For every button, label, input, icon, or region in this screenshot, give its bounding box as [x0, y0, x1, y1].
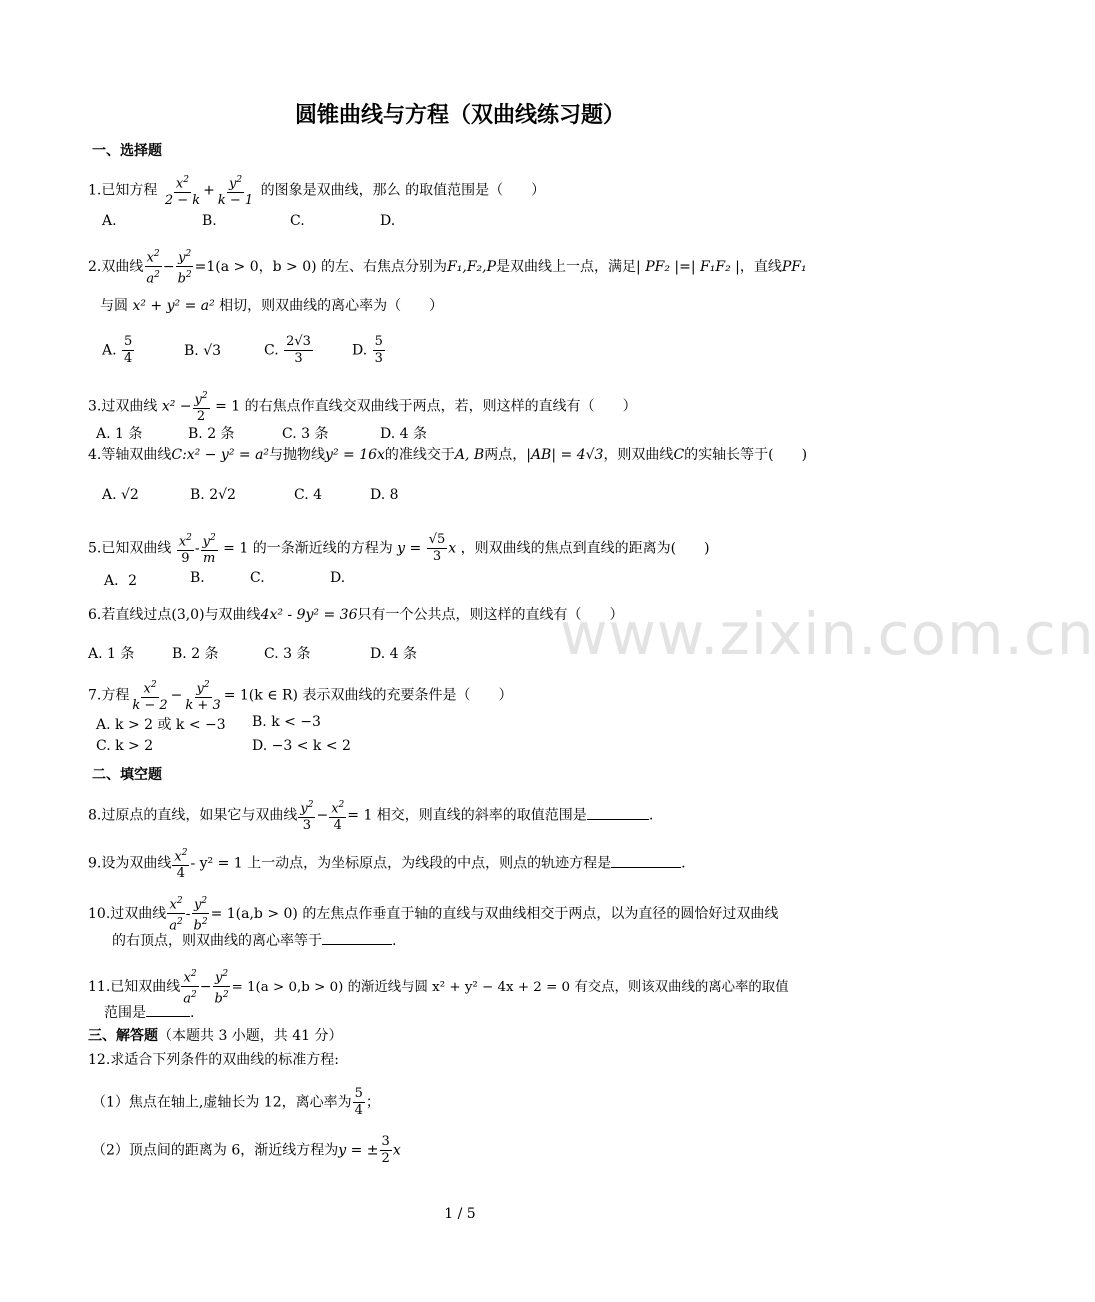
q8-prefix: 8.过原点的直线，如果它与双曲线 [88, 807, 298, 824]
question-2: 2.双曲线 $\frac{x^2}{a^2}$ − $\frac{y^2}{b^2}$ =1(a > 0，b > 0) 的左、右焦点分别为F₁,F₂,P是双曲线上一点，满足| PF₂ |=| F₁F₂ |，直线PF₁ [88, 246, 807, 288]
q2-option-c [264, 334, 314, 367]
q2-option-c-label: C. [264, 342, 279, 359]
q6-option-b: B. 2 条 [172, 646, 219, 662]
q6-point: (3,0) [171, 607, 205, 623]
q4-points: A, B [454, 447, 485, 463]
q11-fraction-1: $\frac{x^2}{a^2}$ [181, 966, 199, 1008]
q3-prefix: 3.过双曲线 [88, 398, 158, 415]
q10-end: . [392, 933, 397, 949]
q10-fraction-2: $\frac{y^2}{b^2}$ [192, 893, 210, 935]
question-10-line-2 [112, 930, 396, 951]
q5-prefix: 5.已知双曲线 [88, 540, 172, 557]
q6-prefix: 6.若直线过点 [88, 607, 172, 623]
q12-p2-fraction: $\frac{3}{2}$ [381, 1134, 390, 1166]
q2-foci: F₁,F₂,P [447, 258, 497, 275]
q8-answer-blank[interactable] [587, 805, 649, 820]
q9-suffix: - y² = 1 上一动点，为坐标原点，为线段的中点，则点的轨迹方程是 [190, 855, 612, 872]
q4-hyperbola-equation: C:x² − y² = a² [171, 447, 270, 463]
question-12: 12.求适合下列条件的双曲线的标准方程: [88, 1052, 339, 1068]
q12-p1-text: （1）焦点在轴上,虚轴长为 12，离心率为 [92, 1094, 352, 1111]
q9-prefix: 9.设为双曲线 [88, 855, 172, 872]
q7-prefix: 7.方程 [88, 687, 130, 704]
question-11-line-2 [104, 1002, 194, 1023]
q8-fraction-1: $\frac{y^2}{3}$ [298, 797, 315, 834]
question-6 [88, 605, 623, 625]
q2-line-pf1: PF₁ [781, 258, 807, 275]
q2-fraction-2: $\frac{y^2}{b^2}$ [176, 246, 194, 288]
q1-option-a: A. [102, 213, 117, 229]
q3-option-b: B. 2 条 [188, 426, 235, 442]
q2-option-c-value: $\frac{2√3}{3}$ [286, 334, 311, 366]
q2-option-a-label: A. [102, 342, 117, 359]
question-11: 11.已知双曲线 $\frac{x^2}{a^2}$ − $\frac{y^2}{b^2}$ = 1(a > 0,b > 0) 的渐近线与圆 x² + y² − 4x + 2 = 0 有交点，则该双曲线的离心率的取值 [88, 966, 789, 1008]
q12-p1-fraction: $\frac{5}{4}$ [354, 1086, 363, 1118]
q9-end: . [681, 855, 686, 872]
q6-suffix: 只有一个公共点，则这样的直线有（ ） [357, 607, 624, 623]
watermark: www.zixin.com.cn [560, 600, 1095, 668]
section-3-title: 三、解答题 [88, 1028, 158, 1044]
question-12-part-2: （2）顶点间的距离为 6，渐近线方程为y = ± $\frac{3}{2}$ x [92, 1134, 401, 1166]
q10-prefix: 10.过双曲线 [88, 905, 167, 922]
q5-asymptote: y = [397, 540, 422, 557]
question-2-line-2 [100, 296, 443, 316]
q1-option-c: C. [290, 213, 305, 229]
question-1: 1.已知方程 $\frac{x^2}{2 - k}$ + $\frac{y^2}{k - 1}$ 的图象是双曲线，那么 的取值范围是（ ） [88, 172, 545, 209]
q2-condition: =1(a > 0，b > 0) 的左、右焦点分别为 [194, 258, 448, 275]
q11-answer-blank[interactable] [146, 1002, 190, 1017]
question-10: 10.过双曲线 $\frac{x^2}{a^2}$ - $\frac{y^2}{b^2}$ = 1(a,b > 0) 的左焦点作垂直于轴的直线与双曲线相交于两点，以为直径的圆恰好过双曲线 [88, 893, 778, 935]
q3-option-a: A. 1 条 [96, 426, 143, 442]
q4-c: C [673, 447, 685, 463]
q12-p1-end: ； [365, 1094, 380, 1111]
q4-option-c: C. 4 [294, 487, 323, 503]
q2-option-b-label: B. [184, 343, 199, 359]
q4-parabola-equation: y² = 16x [325, 447, 385, 463]
q9-fraction: $\frac{x^2}{4}$ [172, 845, 189, 882]
q4-option-d: D. 8 [370, 487, 399, 503]
q5-option-a: A．2 [104, 573, 138, 589]
q2-option-a-value: $\frac{5}{4}$ [124, 334, 133, 366]
q1-option-d: D. [380, 213, 396, 229]
q4-text-3: 两点， [484, 447, 527, 463]
q3-fraction: $\frac{y^2}{2}$ [193, 388, 210, 425]
q1-fraction-1: $\frac{x^2}{2 - k}$ [163, 172, 202, 209]
q5-option-b: B. [190, 570, 205, 586]
q8-suffix: = 1 相交，则直线的斜率的取值范围是 [347, 807, 587, 824]
page-title: 圆锥曲线与方程（双曲线练习题） [294, 103, 625, 128]
q3-option-d: D. 4 条 [380, 426, 427, 442]
q2-line2-prefix: 与圆 [100, 298, 128, 314]
question-4 [88, 445, 807, 465]
q3-equation: x² − [161, 398, 192, 415]
q1-prefix: 1.已知方程 [88, 182, 158, 199]
q2-option-d-label: D. [352, 342, 368, 359]
q11-suffix: = 1(a > 0,b > 0) 的渐近线与圆 x² + y² − 4x + 2 = 0 有交点，则该双曲线的离心率的取值 [231, 979, 789, 995]
q4-text-4: ，则双曲线 [603, 447, 674, 463]
q5-option-c: C. [250, 570, 265, 586]
q2-option-b [184, 343, 221, 359]
q4-prefix: 4.等轴双曲线 [88, 447, 172, 463]
q4-suffix: 的实轴长等于( ) [684, 447, 808, 463]
q7-option-c: C. k > 2 [96, 738, 154, 754]
q2-fraction-1: $\frac{x^2}{a^2}$ [144, 246, 162, 288]
q11-fraction-2: $\frac{y^2}{b^2}$ [213, 966, 231, 1008]
q12-p2-equation: y = ± [338, 1142, 379, 1159]
q10-answer-blank[interactable] [322, 930, 392, 945]
q10-line2: 的右顶点，则双曲线的离心率等于 [112, 933, 322, 949]
q2-prefix: 2.双曲线 [88, 258, 144, 275]
q4-text-1: 与抛物线 [269, 447, 326, 463]
q8-fraction-2: $\frac{x^2}{4}$ [329, 797, 346, 834]
q2-option-d [352, 334, 386, 367]
question-8: 8.过原点的直线，如果它与双曲线 $\frac{y^2}{3}$ − $\frac{x^2}{4}$ = 1 相交，则直线的斜率的取值范围是 . [88, 797, 653, 834]
q7-fraction-1: $\frac{x^2}{k - 2}$ [130, 677, 169, 714]
q3-suffix: = 1 的右焦点作直线交双曲线于两点，若，则这样的直线有（ ） [215, 398, 637, 415]
question-7: 7.方程 $\frac{x^2}{k - 2}$ − $\frac{y^2}{k + 3}$ = 1(k ∈ R) 表示双曲线的充要条件是（ ） [88, 677, 512, 714]
q1-option-b: B. [202, 213, 217, 229]
q11-end: . [190, 1005, 195, 1021]
q5-option-d: D. [330, 570, 346, 586]
q2-line2-suffix: 相切，则双曲线的离心率为（ ） [219, 298, 444, 314]
q5-text-1: = 1 的一条渐近线的方程为 [223, 540, 393, 557]
q2-option-b-value: √3 [203, 343, 222, 359]
q6-option-d: D. 4 条 [370, 646, 417, 662]
q7-option-d: D. −3 < k < 2 [252, 738, 351, 754]
question-3 [88, 388, 637, 425]
q1-suffix: 的图象是双曲线，那么 的取值范围是（ ） [260, 182, 546, 199]
q7-option-b: B. k < −3 [252, 714, 321, 730]
q11-prefix: 11.已知双曲线 [88, 978, 181, 995]
q2-text-2: 是双曲线上一点，满足 [496, 258, 637, 275]
q7-fraction-2: $\frac{y^2}{k + 3}$ [183, 677, 222, 714]
q4-ab-length: |AB| = 4√3 [526, 447, 604, 463]
q12-p2-text: （2）顶点间的距离为 6，渐近线方程为 [92, 1142, 339, 1159]
section-heading-solve [88, 1026, 343, 1046]
q5-fraction-2: $\frac{y^2}{m}$ [201, 530, 218, 567]
q3-option-c: C. 3 条 [282, 426, 329, 442]
q5-fraction-1: $\frac{x^2}{9}$ [177, 530, 194, 567]
q5-suffix: ，则双曲线的焦点到直线的距离为( ) [460, 540, 710, 557]
q2-equation: | PF₂ |=| F₁F₂ | [636, 258, 740, 275]
q4-text-2: 的准线交于 [384, 447, 455, 463]
q6-text-1: 与双曲线 [204, 607, 261, 623]
section-heading-fill: 二、填空题 [92, 767, 162, 783]
q6-option-a: A. 1 条 [88, 646, 135, 662]
q10-suffix: = 1(a,b > 0) 的左焦点作垂直于轴的直线与双曲线相交于两点，以为直径的圆恰好过双曲线 [210, 905, 779, 922]
q1-fraction-2: $\frac{y^2}{k - 1}$ [216, 172, 255, 209]
q7-suffix: = 1(k ∈ R) 表示双曲线的充要条件是（ ） [223, 687, 513, 704]
q2-circle-equation: x² + y² = a² [132, 298, 215, 314]
q4-option-a: A. √2 [102, 487, 139, 503]
q2-text-3: ，直线 [739, 258, 782, 275]
question-9 [88, 845, 686, 882]
q10-fraction-1: $\frac{x^2}{a^2}$ [167, 893, 185, 935]
q6-option-c: C. 3 条 [264, 646, 311, 662]
q4-option-b: B. 2√2 [190, 487, 236, 503]
q2-option-d-value: $\frac{5}{3}$ [374, 334, 383, 366]
page-number: 1 / 5 [444, 1206, 476, 1222]
q2-option-a [102, 334, 135, 367]
question-12-part-1 [92, 1086, 380, 1119]
section-heading-choice: 一、选择题 [92, 143, 162, 159]
q9-answer-blank[interactable] [611, 853, 681, 868]
q11-line2: 范围是 [104, 1005, 146, 1021]
q6-equation: 4x² - 9y² = 36 [260, 607, 358, 623]
section-3-note: （本题共 3 小题，共 41 分） [158, 1028, 343, 1044]
question-5: 5.已知双曲线 $\frac{x^2}{9}$ - $\frac{y^2}{m}$ = 1 的一条渐近线的方程为 y = $\frac{√5}{3}$ x ，则双曲线的焦点到直线的距离为( ) [88, 530, 710, 567]
q5-fraction-3: $\frac{√5}{3}$ [428, 532, 446, 565]
q7-option-a: A. k > 2 或 k < −3 [96, 717, 226, 733]
q8-end: . [648, 807, 654, 824]
